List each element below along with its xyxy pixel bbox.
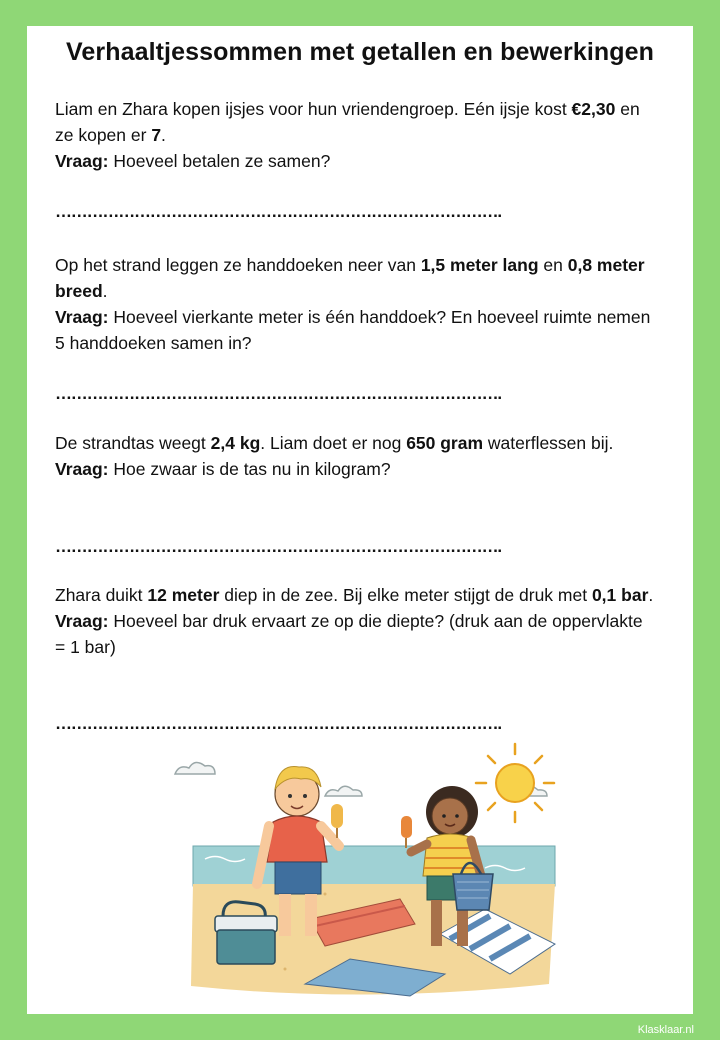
- question-label: Vraag:: [55, 307, 109, 327]
- exercise-value: 7: [151, 125, 162, 145]
- worksheet-title: Verhaaltjessommen met getallen en bewerkingen: [65, 38, 655, 66]
- question-text: Hoeveel bar druk ervaart ze op die diepte? (druk aan de oppervlakte = 1 bar): [55, 611, 643, 657]
- exercise-text: Liam en Zhara kopen ijsjes voor hun vriendengroep. Eén ijsje kost: [55, 99, 572, 119]
- exercise-text: en: [538, 255, 568, 275]
- cloud-icon: [175, 762, 547, 796]
- question-text: Hoe zwaar is de tas nu in kilogram?: [108, 459, 391, 479]
- answer-line-4: ………………………………………………………………………….: [55, 714, 501, 733]
- beach-illustration: [165, 734, 557, 999]
- exercise-text: .: [161, 125, 166, 145]
- exercise-4: [55, 582, 655, 660]
- exercise-text: .: [102, 281, 108, 301]
- exercise-value: 2,4 kg: [210, 433, 261, 453]
- question-label: Vraag:: [55, 611, 109, 631]
- footer-brand: Klasklaar.nl: [637, 1024, 694, 1036]
- exercise-value: 12 meter: [147, 585, 220, 605]
- worksheet: [27, 26, 693, 1014]
- exercise-value: 0,1 bar: [591, 585, 649, 605]
- exercise-text: Op het strand leggen ze handdoeken neer van: [55, 255, 421, 275]
- exercise-text: .: [648, 585, 654, 605]
- question-text: Hoeveel betalen ze samen?: [108, 151, 331, 171]
- exercise-text: waterflessen bij.: [483, 433, 614, 453]
- exercise-text: . Liam doet er nog: [260, 433, 407, 453]
- exercise-text: diep in de zee. Bij elke meter stijgt de druk met: [219, 585, 592, 605]
- exercise-value: 650 gram: [406, 433, 484, 453]
- answer-line-3: ………………………………………………………………………….: [55, 537, 501, 556]
- exercise-value: 0,8 meter breed: [55, 255, 645, 301]
- answer-line-1: ………………………………………………………………………….: [55, 202, 501, 221]
- exercise-value: €2,30: [571, 99, 616, 119]
- question-text: Hoeveel vierkante meter is één handdoek? En hoeveel ruimte nemen 5 handdoeken samen in?: [55, 307, 651, 353]
- question-label: Vraag:: [55, 151, 109, 171]
- exercise-text: Zhara duikt: [55, 585, 148, 605]
- exercise-text: De strandtas weegt: [55, 433, 211, 453]
- answer-line-2: ………………………………………………………………………….: [55, 384, 501, 403]
- exercise-3: [55, 430, 655, 482]
- exercise-value: 1,5 meter lang: [420, 255, 539, 275]
- exercise-1: [55, 96, 655, 174]
- sun-icon: [476, 744, 554, 822]
- question-label: Vraag:: [55, 459, 109, 479]
- exercise-2: [55, 252, 655, 356]
- exercise-text: en ze kopen er: [55, 99, 640, 145]
